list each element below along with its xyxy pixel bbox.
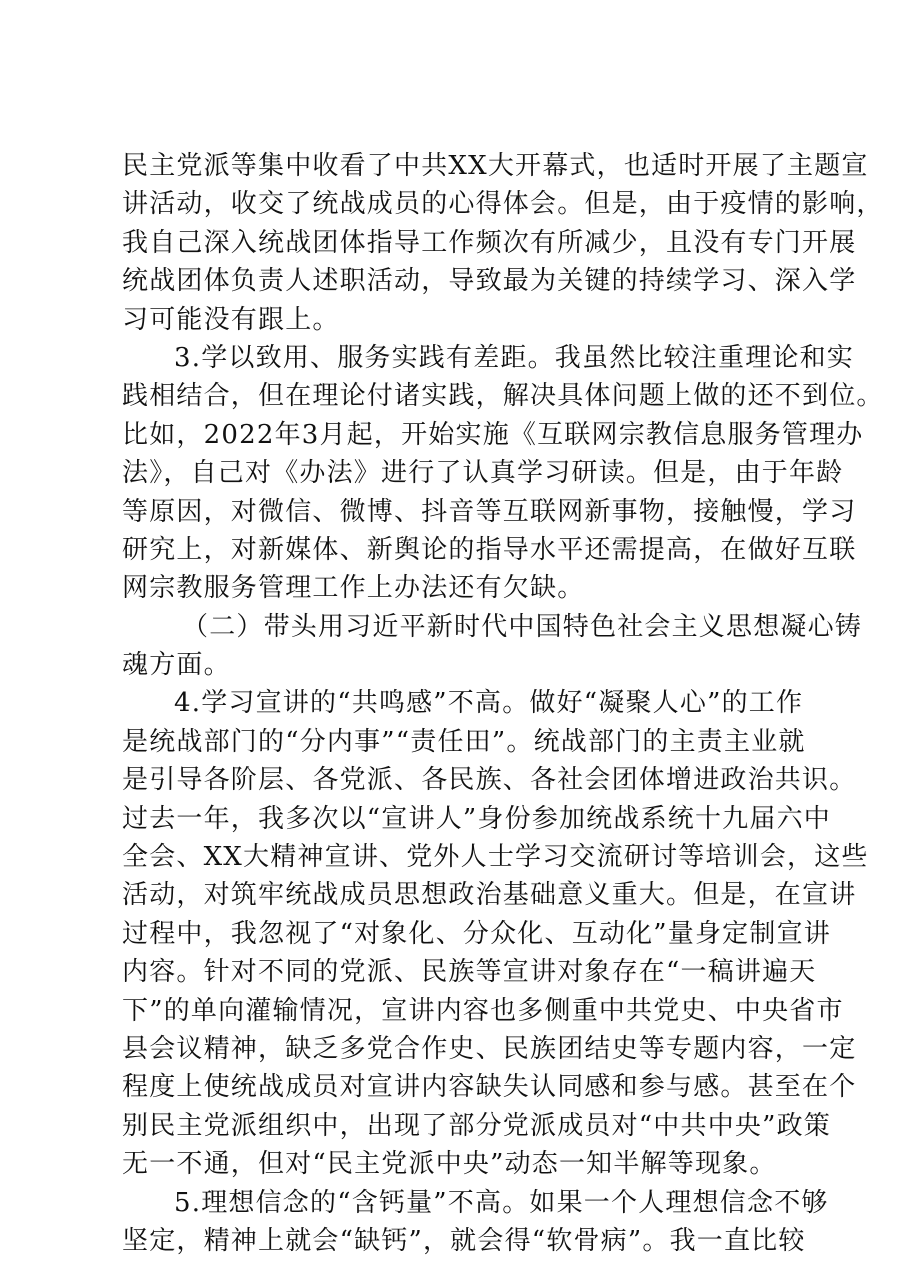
text-line: 统战团体负责人述职活动，导致最为关键的持续学习、深入学 [122,266,857,297]
text-line: 下”的单向灌输情况，宣讲内容也多侧重中共党史、中央省市 [122,995,844,1026]
paragraph-start-line: 4.学习宣讲的“共鸣感”不高。做好“凝聚人心”的工作 [174,688,804,719]
section-heading-line: 魂方面。 [122,650,231,681]
text-line: 践相结合，但在理论付诸实践，解决具体问题上做的还不到位。 [122,381,884,412]
text-line: 过程中，我忽视了“对象化、分众化、互动化”量身定制宣讲 [122,918,831,949]
text-line: 坚定，精神上就会“缺钙”，就会得“软骨病”。我一直比较 [122,1225,806,1256]
text-line: 习可能没有跟上。 [122,304,340,335]
text-line: 是引导各阶层、各党派、各民族、各社会团体增进政治共识。 [122,765,857,796]
text-line: 网宗教服务管理工作上办法还有欠缺。 [122,573,585,604]
text-line: 县会议精神，缺乏多党合作史、民族团结史等专题内容，一定 [122,1033,857,1064]
text-line: 过去一年，我多次以“宣讲人”身份参加统战系统十九届六中 [122,803,831,834]
text-line: 比如，2022年3月起，开始实施《互联网宗教信息服务管理办 [122,419,864,450]
text-line: 程度上使统战成员对宣讲内容缺失认同感和参与感。甚至在个 [122,1072,857,1103]
text-line: 活动，对筑牢统战成员思想政治基础意义重大。但是，在宣讲 [122,880,857,911]
paragraph-start-line: 5.理想信念的“含钙量”不高。如果一个人理想信念不够 [174,1187,829,1218]
text-line: 等原因，对微信、微博、抖音等互联网新事物，接触慢，学习 [122,496,857,527]
text-line: 全会、XX大精神宣讲、党外人士学习交流研讨等培训会，这些 [122,842,869,873]
text-line: 无一不通，但对“民主党派中央”动态一知半解等现象。 [122,1149,777,1180]
text-line: 民主党派等集中收看了中共XX大开幕式，也适时开展了主题宣 [122,151,869,181]
paragraph-start-line: 3.学以致用、服务实践有差距。我虽然比较注重理论和实 [174,342,855,373]
document-body [122,147,884,1260]
text-line: 讲活动，收交了统战成员的心得体会。但是，由于疫情的影响， [122,189,884,220]
text-line: 是统战部门的“分内事”“责任田”。统战部门的主责主业就 [122,726,806,757]
text-line: 我自己深入统战团体指导工作频次有所减少，且没有专门开展 [122,227,857,258]
text-line: 研究上，对新媒体、新舆论的指导水平还需提高，在做好互联 [122,534,857,565]
text-line: 法》，自己对《办法》进行了认真学习研读。但是，由于年龄 [122,458,844,489]
text-line: 别民主党派组织中，出现了部分党派成员对“中共中央”政策 [122,1110,831,1141]
section-heading-line: （二）带头用习近平新时代中国特色社会主义思想凝心铸 [182,611,863,642]
text-line: 内容。针对不同的党派、民族等宣讲对象存在“一稿讲遍天 [122,957,817,988]
